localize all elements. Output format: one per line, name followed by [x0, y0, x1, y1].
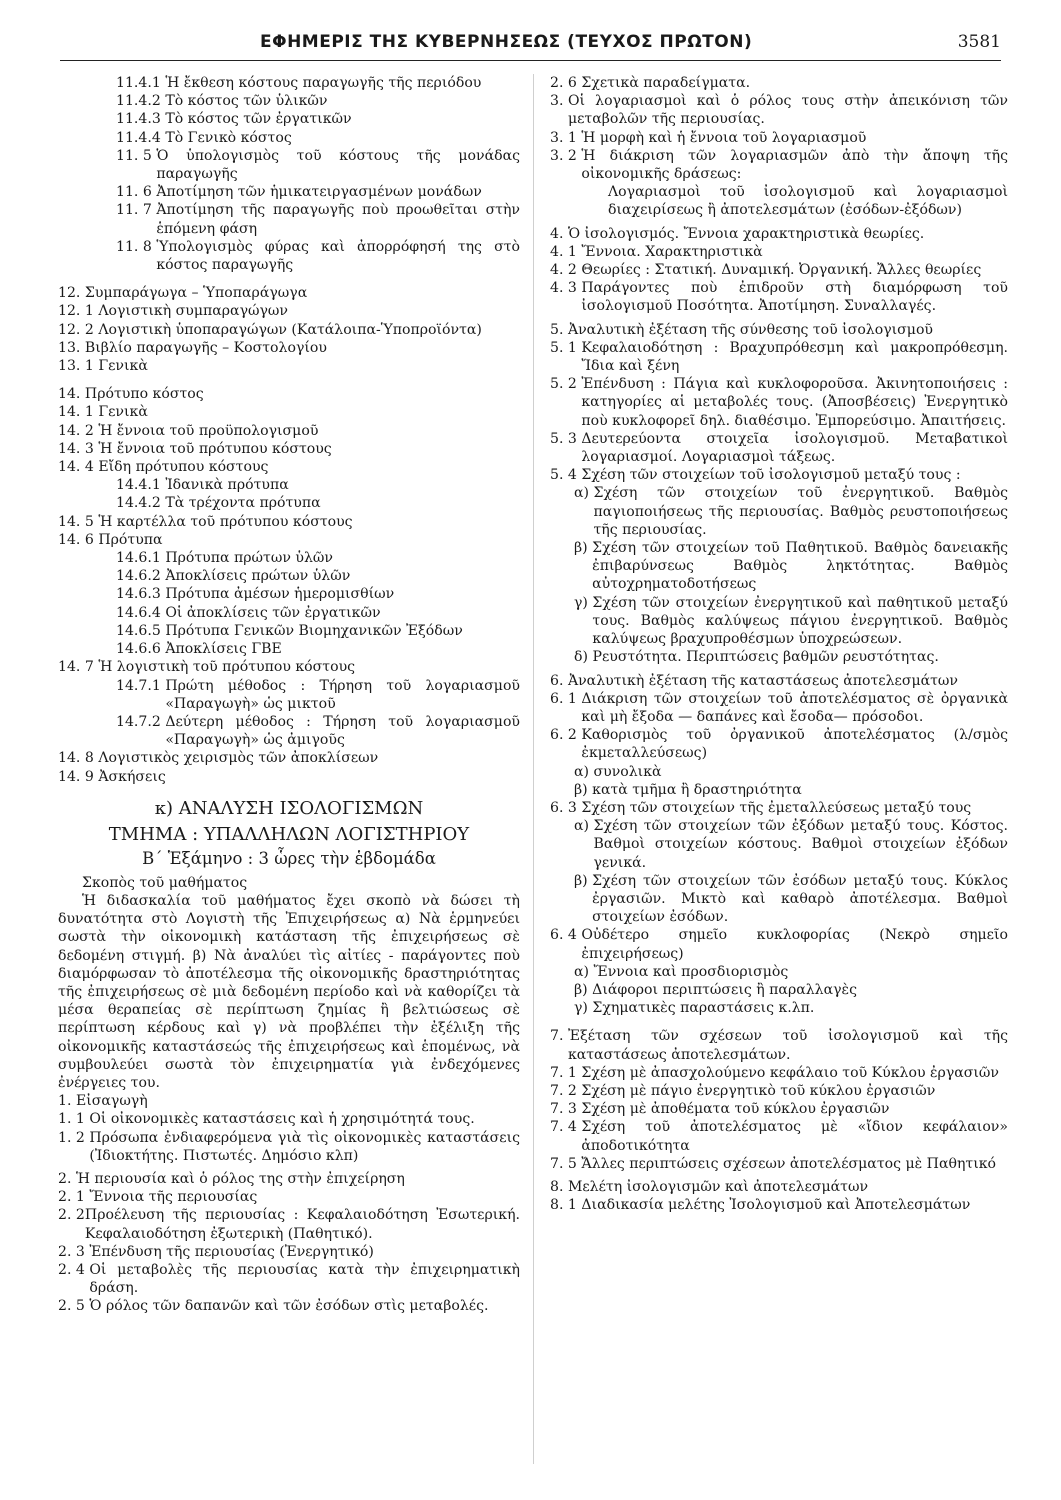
item-text: Λογιστικὴ συμπαραγώγων	[98, 303, 288, 320]
page-number: 3581	[957, 32, 1001, 52]
item-text: Δευτερεύοντα στοιχεῖα ἰσολογισμοῦ. Μεταβατικοὶ λογαριασμοί. Λογαριασμοὶ τάξεως.	[581, 430, 1008, 466]
list-items-14-4	[58, 476, 520, 512]
item-number: 12. 2	[58, 321, 99, 338]
item-text: Πρώτη μέθοδος : Τήρηση τοῦ λογαριασμοῦ «Παραγωγὴ» ὡς μικτοῦ	[165, 677, 520, 712]
item-number: 14. 1	[58, 404, 99, 421]
item-number: 7. 4	[550, 1119, 582, 1136]
item-number: 2. 2	[58, 1207, 85, 1224]
list-item	[116, 74, 520, 92]
item-number: 2. 6	[550, 75, 582, 91]
list-items-11-4	[58, 74, 520, 274]
list-item	[116, 129, 520, 147]
item-text: Σχέση τῶν στοιχείων τῆς ἐμεταλλεύσεως μεταξύ τους	[581, 799, 972, 816]
item-number: 4. 2	[550, 262, 582, 279]
item-number: 11. 5	[116, 147, 157, 164]
item-number: 11.4.4	[116, 129, 166, 146]
item-number: 6. 1	[550, 690, 582, 707]
item-number: 5.	[550, 321, 568, 338]
item-number: 14.6.2	[116, 568, 166, 585]
item-number: 3.	[550, 93, 568, 110]
list-items-2-6-3	[550, 74, 1008, 183]
item-text: Τὸ κόστος τῶν ὑλικῶν	[165, 93, 328, 110]
list-item	[116, 92, 520, 110]
item-number: 14. 5	[58, 513, 99, 530]
list-item	[550, 375, 1008, 430]
list-items-12-13	[58, 284, 520, 375]
item-number: 6. 4	[550, 927, 582, 944]
item-text: Οἱ μεταβολὲς τῆς περιουσίας κατὰ τὴν ἐπιχειρηματικὴ δράση.	[89, 1261, 520, 1297]
list-item	[58, 458, 520, 476]
list-items-4	[550, 225, 1008, 316]
list-item	[550, 1118, 1008, 1154]
item-number: 7.	[550, 1028, 568, 1045]
list-item	[58, 440, 520, 458]
item-text: Ὁ ἰσολογισμός. Ἔννοια χαρακτηριστικὰ θεωρίες.	[567, 225, 925, 242]
item-number: 1.	[58, 1093, 76, 1110]
list-item	[116, 549, 520, 567]
list-item	[574, 539, 1008, 594]
item-text: Πρότυπα	[98, 531, 163, 548]
list-item	[58, 302, 520, 320]
item-text: Τὸ Γενικὸ κόστος	[165, 129, 292, 146]
list-item	[550, 279, 1008, 315]
item-text: Σχέση τῶν στοιχείων τοῦ ἰσολογισμοῦ μεταξύ τους :	[581, 467, 961, 484]
item-text: Ἰδανικὰ πρότυπα	[165, 477, 289, 494]
item-number: 4. 3	[550, 280, 582, 297]
item-text: Παράγοντες ποὺ ἐπιδροῦν στὴ διαμόρφωση τοῦ ἰσολογισμοῦ Ποσότητα. Ἀποτίμηση. Συναλλαγές.	[581, 280, 1008, 315]
list-item	[58, 658, 520, 676]
item-number: 14.6.6	[116, 641, 166, 658]
item-text: Τὰ τρέχοντα πρότυπα	[165, 495, 321, 512]
item-number: 8. 1	[550, 1197, 582, 1214]
list-items-14-6	[58, 549, 520, 658]
list-item	[116, 713, 520, 749]
list-item	[58, 749, 520, 767]
item-number: 7. 3	[550, 1101, 582, 1118]
list-item	[58, 1261, 520, 1297]
item-number: 2. 5	[58, 1298, 90, 1315]
item-text: Ἀναλυτικὴ ἐξέταση τῆς καταστάσεως ἀποτελεσμάτων	[567, 672, 958, 689]
item-text: Καθορισμὸς τοῦ ὀργανικοῦ ἀποτελέσματος (λ/σμὸς ἐκμεταλλεύσεως)	[581, 727, 1008, 762]
item-number: γ)	[574, 594, 593, 611]
item-number: 14.7.1	[116, 677, 166, 694]
item-text: Ἡ διάκριση τῶν λογαριασμῶν ἀπὸ τὴν ἄποψη τῆς οἰκονομικῆς δράσεως:	[581, 147, 1008, 183]
item-number: 14.4.2	[116, 495, 166, 512]
item-text: Λογιστικὴ ὑποπαραγώγων (Κατάλοιπα-Ὑποπροϊόντα)	[98, 321, 482, 338]
item-number: 6. 3	[550, 799, 582, 816]
list-item	[550, 74, 1008, 92]
item-number: 12.	[58, 285, 85, 302]
list-item	[574, 981, 1008, 999]
list-item	[550, 225, 1008, 243]
item-text: Σχετικὰ παραδείγματα.	[581, 75, 751, 91]
list-item	[550, 926, 1008, 962]
list-item	[116, 622, 520, 640]
list-item	[550, 321, 1008, 339]
list-item	[574, 999, 1008, 1017]
list-items-6-2-sub	[550, 763, 1008, 799]
item-text: Ἀσκήσεις	[98, 768, 166, 785]
item-number: 13.	[58, 339, 85, 356]
item-number: 12. 1	[58, 303, 99, 320]
item-number: 1. 1	[58, 1111, 90, 1128]
list-items-14-5-6	[58, 513, 520, 549]
list-items-14	[58, 385, 520, 476]
item-text: Ἔννοια. Χαρακτηριστικὰ	[581, 243, 763, 260]
item-text: Ἀποκλίσεις ΓΒΕ	[165, 641, 282, 658]
gazette-title: ΕΦΗΜΕΡΙΣ ΤΗΣ ΚΥΒΕΡΝΗΣΕΩΣ (ΤΕΥΧΟΣ ΠΡΩΤΟΝ)	[260, 32, 753, 52]
item-text: Ρευστότητα. Περιπτώσεις βαθμῶν ρευστότητας.	[592, 649, 939, 666]
item-text: Πρότυπα ἀμέσων ἡμερομισθίων	[165, 586, 395, 603]
item-number: 8.	[550, 1178, 568, 1195]
item-text: Ὑπολογισμὸς φύρας καὶ ἀπορρόφησή της στὸ κόστος παραγωγῆς	[156, 238, 520, 274]
item-number: β)	[574, 872, 593, 889]
item-number: β)	[574, 981, 593, 998]
list-item	[58, 1110, 520, 1128]
item-number: β)	[574, 540, 593, 557]
item-text: Οἱ ἀποκλίσεις τῶν ἐργατικῶν	[165, 604, 381, 621]
list-items-7	[550, 1027, 1008, 1173]
item-text: Μελέτη ἰσολογισμῶν καὶ ἀποτελεσμάτων	[567, 1178, 869, 1195]
list-item	[116, 476, 520, 494]
list-items-1	[58, 1092, 520, 1165]
list-item	[550, 799, 1008, 817]
item-text: Ἐπένδυση τῆς περιουσίας (Ἐνεργητικό)	[89, 1243, 374, 1260]
list-item	[58, 1129, 520, 1165]
list-items-5-4-sub	[550, 484, 1008, 666]
item-number: 11. 7	[116, 202, 157, 219]
list-item	[550, 1082, 1008, 1100]
purpose-title: Σκοπὸς τοῦ μαθήματος	[82, 874, 248, 891]
item-text: Λογιστικὸς χειρισμὸς τῶν ἀποκλίσεων	[98, 750, 379, 767]
item-number: α)	[574, 485, 594, 502]
item-text: Ἡ καρτέλλα τοῦ πρότυπου κόστους	[98, 513, 353, 530]
item-text: Ἡ ἔννοια τοῦ πρότυπου κόστους	[98, 440, 332, 457]
list-items-8	[550, 1178, 1008, 1214]
item-number: 5. 3	[550, 430, 582, 447]
list-item	[574, 781, 1008, 799]
list-item-14-7	[58, 658, 520, 676]
item-number: 7. 2	[550, 1082, 582, 1099]
item-text: Γενικὰ	[98, 358, 148, 375]
list-item	[574, 817, 1008, 872]
item-text: Διάκριση τῶν στοιχείων τοῦ ἀποτελέσματος σὲ ὀργανικὰ καὶ μὴ ἔξοδα — δαπάνες καὶ ἔσοδα— πρόσοδοι.	[581, 690, 1008, 725]
list-item	[574, 763, 1008, 781]
item-number: 4. 1	[550, 243, 582, 260]
item-text: Οὐδέτερο σημεῖο κυκλοφορίας (Νεκρὸ σημεῖο ἐπιχειρήσεως)	[581, 927, 1008, 962]
list-item	[116, 585, 520, 603]
list-item	[58, 321, 520, 339]
item-text: Διαδικασία μελέτης Ἰσολογισμοῦ καὶ Ἀποτελεσμάτων	[581, 1197, 971, 1214]
list-item	[574, 872, 1008, 927]
list-item	[550, 243, 1008, 261]
item-number: 14. 9	[58, 768, 99, 785]
item-number: 13. 1	[58, 358, 99, 375]
item-number: 5. 2	[550, 376, 582, 393]
item-number: 2. 3	[58, 1243, 90, 1260]
list-item	[58, 357, 520, 375]
item-number: 5. 1	[550, 339, 582, 356]
item-number: 14. 3	[58, 440, 99, 457]
item-number: 4.	[550, 225, 568, 242]
item-text: Διάφοροι περιπτώσεις ἢ παραλλαγὲς	[592, 981, 858, 998]
item-number: α)	[574, 963, 594, 980]
list-items-6	[550, 672, 1008, 763]
item-text: Οἱ οἰκονομικὲς καταστάσεις καὶ ἡ χρησιμότητά τους.	[89, 1111, 475, 1128]
item-text: Ἡ ἔκθεση κόστους παραγωγῆς τῆς περιόδου	[165, 75, 482, 91]
list-item	[116, 640, 520, 658]
list-item	[116, 677, 520, 713]
list-item	[550, 430, 1008, 466]
item-number: 7. 5	[550, 1155, 582, 1172]
item-text: Σχέση τῶν στοιχείων ἐνεργητικοῦ καὶ παθητικοῦ μεταξύ τους. Βαθμὸς καλύψεως πάγιου ἐνεργητικοῦ. Βαθμὸς καλύψεως βραχυπροθέσμων ὑποχρεώσεων.	[592, 594, 1008, 648]
list-item	[116, 238, 520, 274]
item-text: Πρότυπο κόστος	[84, 386, 204, 403]
item-number: 6. 2	[550, 727, 582, 744]
list-items-2	[58, 1170, 520, 1316]
list-item	[58, 1092, 520, 1110]
item-text: Ἡ μορφὴ καὶ ἡ ἔννοια τοῦ λογαριασμοῦ	[581, 129, 867, 146]
list-item	[550, 690, 1008, 726]
list-item	[116, 110, 520, 128]
item-text: Κεφαλαιοδότηση : Βραχυπρόθεσμη καὶ μακροπρόθεσμη. Ἴδια καὶ ξένη	[581, 339, 1008, 375]
item-text: Εἰσαγωγὴ	[75, 1093, 148, 1110]
item-text: Σχέση μὲ ἀπασχολούμενο κεφάλαιο τοῦ Κύκλου ἐργασιῶν	[581, 1064, 999, 1081]
list-item	[550, 726, 1008, 762]
list-item	[574, 594, 1008, 649]
list-item	[550, 1155, 1008, 1173]
list-item	[550, 1196, 1008, 1214]
item-text: Πρότυπα Γενικῶν Βιομηχανικῶν Ἐξόδων	[165, 622, 463, 639]
list-item	[58, 284, 520, 302]
item-number: 14. 2	[58, 422, 99, 439]
section-title: κ) ΑΝΑΛΥΣΗ ΙΣΟΛΟΓΙΣΜΩΝ	[154, 797, 424, 819]
item-number: 11.4.2	[116, 93, 166, 110]
item-text: Σχέση τῶν στοιχείων τῶν ἐξόδων μεταξύ τους. Κόστος. Βαθμοὶ στοιχείων κόστους. Βαθμοὶ στοιχείων ἐξόδων γενικά.	[593, 818, 1008, 871]
item-text: συνολικὰ	[593, 763, 662, 780]
list-item	[550, 261, 1008, 279]
list-item	[550, 1064, 1008, 1082]
item-number: 14.7.2	[116, 713, 166, 730]
item-text: Τὸ κόστος τῶν ἐργατικῶν	[165, 111, 352, 128]
list-item	[550, 672, 1008, 690]
item-text: Πρόσωπα ἐνδιαφερόμενα γιὰ τὶς οἰκονομικὲς καταστάσεις (Ἰδιοκτήτης. Πιστωτές. Δημόσιο κλπ)	[89, 1129, 520, 1164]
item-number: 3. 1	[550, 129, 582, 146]
item-number: 14. 4	[58, 459, 99, 476]
item-text: κατὰ τμῆμα ἢ δραστηριότητα	[592, 781, 802, 798]
item-text: Ἐξέταση τῶν σχέσεων τοῦ ἰσολογισμοῦ καὶ τῆς καταστάσεως ἀποτελεσμάτων.	[567, 1028, 1008, 1063]
accounts-text: Λογαριασμοὶ τοῦ ἰσολογισμοῦ καὶ λογαριασμοὶ διαχειρίσεως ἢ ἀποτελεσμάτων (ἐσόδων-ἐξόδων)	[608, 184, 1008, 219]
item-text: Βιβλίο παραγωγῆς – Κοστολογίου	[84, 339, 327, 356]
list-item	[58, 531, 520, 549]
item-text: Ἡ ἔννοια τοῦ προϋπολογισμοῦ	[98, 422, 319, 439]
list-item	[550, 339, 1008, 375]
item-text: Ἀποτίμηση τῆς παραγωγῆς ποὺ προωθεῖται στὴν ἑπόμενη φάση	[156, 202, 520, 237]
list-items-14-8-9	[58, 749, 520, 785]
item-text: Ἐπένδυση : Πάγια καὶ κυκλοφοροῦσα. Ἀκινητοποιήσεις : κατηγορίες αἱ μεταβολές τους. (Ἀποσβέσεις) Ἐνεργητικὸ ποὺ κυκλοφορεῖ δηλ. διαθέσιμο. Ἐμπορεύσιμο. Ἀπαιτήσεις.	[581, 376, 1008, 429]
item-number: 14. 6	[58, 531, 99, 548]
item-text: Σχέση μὲ πάγιο ἐνεργητικὸ τοῦ κύκλου ἐργασιῶν	[581, 1082, 936, 1099]
list-item-6-3	[550, 799, 1008, 817]
list-item	[58, 1243, 520, 1261]
item-number: 2. 4	[58, 1261, 90, 1278]
list-item	[58, 1188, 520, 1206]
item-number: 11. 6	[116, 184, 157, 201]
item-number: β)	[574, 781, 593, 798]
item-number: 14. 7	[58, 659, 99, 676]
item-text: Δεύτερη μέθοδος : Τήρηση τοῦ λογαριασμοῦ «Παραγωγὴ» ὡς ἀμιγοῦς	[165, 713, 520, 749]
item-number: 11.4.3	[116, 111, 166, 128]
list-items-6-4-sub	[550, 963, 1008, 1018]
left-column	[58, 74, 520, 1316]
department-title: ΤΜΗΜΑ : ΥΠΑΛΛΗΛΩΝ ΛΟΓΙΣΤΗΡΙΟΥ	[108, 823, 470, 845]
item-text: Σχηματικὲς παραστάσεις κ.λπ.	[592, 1000, 815, 1017]
list-items-5	[550, 321, 1008, 485]
item-text: Πρότυπα πρώτων ὑλῶν	[165, 550, 333, 567]
list-item	[58, 385, 520, 403]
item-number: 14.6.3	[116, 586, 166, 603]
list-item	[116, 567, 520, 585]
list-item	[58, 768, 520, 786]
item-text: Σχέση τοῦ ἀποτελέσματος μὲ «ἴδιον κεφάλαιον» ἀποδοτικότητα	[581, 1119, 1008, 1154]
list-item	[550, 1178, 1008, 1196]
item-number: 14.6.5	[116, 622, 166, 639]
item-text: Ἀποτίμηση τῶν ἡμικατειργασμένων μονάδων	[156, 184, 482, 201]
item-number: α)	[574, 763, 594, 780]
item-text: Σχέση τῶν στοιχείων τοῦ ἐνεργητικοῦ. Βαθμὸς παγιοποιήσεως τῆς περιουσίας. Βαθμὸς ρευστοποιήσεως τῆς περιουσίας.	[593, 485, 1008, 538]
item-text: Σχέση μὲ ἀποθέματα τοῦ κύκλου ἐργασιῶν	[581, 1101, 890, 1118]
item-text: Γενικὰ	[98, 404, 148, 421]
item-text: Ὁ ρόλος τῶν δαπανῶν καὶ τῶν ἐσόδων στὶς μεταβολές.	[89, 1298, 489, 1315]
item-number: 11. 8	[116, 238, 157, 255]
list-item	[58, 513, 520, 531]
item-number: 14.	[58, 386, 85, 403]
list-item	[550, 92, 1008, 128]
item-number: α)	[574, 818, 594, 835]
list-item	[58, 1206, 520, 1242]
item-text: Ἀποκλίσεις πρώτων ὑλῶν	[165, 568, 351, 585]
item-number: 14.6.1	[116, 550, 166, 567]
item-text: Οἱ λογαριασμοὶ καὶ ὁ ρόλος τους στὴν ἀπεικόνιση τῶν μεταβολῶν τῆς περιουσίας.	[567, 93, 1008, 128]
list-items-14-7-sub	[58, 677, 520, 750]
list-item	[116, 494, 520, 512]
item-number: 14.4.1	[116, 477, 166, 494]
item-text: Θεωρίες : Στατική. Δυναμική. Ὀργανική. Ἄλλες θεωρίες	[581, 262, 982, 279]
list-item	[58, 1297, 520, 1315]
list-item	[116, 604, 520, 622]
list-item	[550, 129, 1008, 147]
item-text: Ἔννοια τῆς περιουσίας	[89, 1189, 258, 1206]
item-number: 3. 2	[550, 147, 582, 164]
list-item	[574, 648, 1008, 666]
list-item	[116, 147, 520, 183]
item-number: 11.4.1	[116, 75, 166, 91]
list-item	[58, 339, 520, 357]
list-item	[58, 422, 520, 440]
item-text: Προέλευση τῆς περιουσίας : Κεφαλαιοδότηση Ἐσωτερική. Κεφαλαιοδότηση ἐξωτερικὴ (Παθητικό).	[84, 1207, 520, 1242]
item-text: Σχέση τῶν στοιχείων τοῦ Παθητικοῦ. Βαθμὸς δανειακῆς ἐπιβαρύνσεως Βαθμὸς ληκτότητας. Βαθμὸς αὐτοχρηματοδοτήσεως	[592, 540, 1008, 593]
item-number: 5. 4	[550, 467, 582, 484]
item-number: 1. 2	[58, 1129, 90, 1146]
item-text: Ὁ ὑπολογισμὸς τοῦ κόστους τῆς μονάδας παραγωγῆς	[156, 147, 520, 183]
item-text: Ἔννοια καὶ προσδιορισμὸς	[593, 963, 789, 980]
purpose-text: Ἡ διδασκαλία τοῦ μαθήματος ἔχει σκοπὸ νὰ δώσει τὴ δυνατότητα στὸ Λογιστὴ τῆς Ἐπιχειρήσεως α) Νὰ ἑρμηνεύει σωστὰ τὴν οἰκονομικὴ κατάσταση τῆς ἐπιχειρήσεως σὲ δεδομένη στιγμή. β) Νὰ ἀναλύει τὶς αἰτίες - παράγοντες ποὺ διαμόρφωσαν τὸ ἀποτέλεσμα τῆς οἰκονομικῆς δραστηριότητας τῆς ἐπιχειρήσεως σὲ μιὰ δεδομένη περίοδο καὶ νὰ καθορίζει τὰ μέσα θεραπείας σὲ περίπτωση ζημίας ἢ βελτιώσεως σὲ περίπτωση κέρδους καὶ γ) νὰ προβλέπει τὴν ἐξέλιξη τῆς οἰκονομικῆς καταστάσεώς τῆς ἐπιχειρήσεως καὶ ἑπομένως, νὰ συμβουλεύει σωστὰ τὸν ἐπιχειρηματία γιὰ ἐνδεχόμενες ἐνέργειες του.	[58, 892, 520, 1091]
column-divider	[533, 74, 534, 1464]
list-item	[58, 403, 520, 421]
item-number: 14.6.4	[116, 604, 166, 621]
right-column	[550, 74, 1008, 1214]
item-text: Εἴδη πρότυπου κόστους	[98, 459, 269, 476]
item-number: 6.	[550, 672, 568, 689]
list-item	[550, 466, 1008, 484]
item-text: Ἀναλυτικὴ ἐξέταση τῆς σύνθεσης τοῦ ἰσολογισμοῦ	[567, 321, 933, 338]
list-item	[574, 963, 1008, 981]
item-number: 2.	[58, 1170, 76, 1187]
list-item	[574, 484, 1008, 539]
list-item	[116, 183, 520, 201]
item-text: Ἄλλες περιπτώσεις σχέσεων ἀποτελέσματος μὲ Παθητικό	[581, 1155, 997, 1172]
item-number: γ)	[574, 1000, 593, 1017]
item-number: 7. 1	[550, 1064, 582, 1081]
item-text: Ἡ περιουσία καὶ ὁ ρόλος της στὴν ἐπιχείρηση	[75, 1170, 405, 1187]
list-items-6-3-sub	[550, 817, 1008, 926]
item-text: Ἡ λογιστικὴ τοῦ πρότυπου κόστους	[98, 659, 356, 676]
page-header	[60, 30, 1001, 61]
item-number: 14. 8	[58, 750, 99, 767]
list-item	[58, 1170, 520, 1188]
list-item	[116, 201, 520, 237]
item-text: Σχέση τῶν στοιχείων τῶν ἐσόδων μεταξύ τους. Κύκλος ἐργασιῶν. Μικτὸ καὶ καθαρὸ ἀποτέλεσμα. Βαθμοὶ στοιχείων ἐσόδων.	[592, 872, 1008, 926]
semester-line: Β΄ Ἑξάμηνο : 3 ὧρες τὴν ἑβδομάδα	[142, 848, 436, 868]
list-item	[550, 1027, 1008, 1063]
list-item-6-4	[550, 926, 1008, 962]
list-item	[550, 1100, 1008, 1118]
list-item	[550, 147, 1008, 183]
item-text: Συμπαράγωγα – Ὑποπαράγωγα	[84, 285, 308, 302]
item-number: 2. 1	[58, 1189, 90, 1206]
item-number: δ)	[574, 649, 593, 666]
